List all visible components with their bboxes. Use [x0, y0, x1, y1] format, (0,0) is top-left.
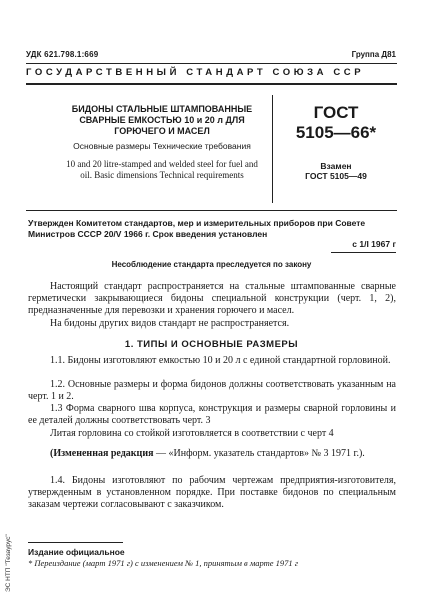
replaces-label: Взамен	[320, 161, 352, 171]
replaces-value: ГОСТ 5105—49	[305, 171, 367, 181]
clause-1-1: 1.1. Бидоны изготовляют емкостью 10 и 20 л с единой стандартной горловиной.	[50, 355, 391, 366]
change-label: (Измененная редакция	[50, 448, 154, 459]
header-rule-bottom	[26, 83, 397, 85]
reprint-note: * Переиздание (март 1971 г) с изменением № 1, принятым в марте 1971 г	[28, 558, 299, 568]
clause-1-2: 1.2. Основные размеры и форма бидонов должны соответствовать указанным на черт. 1 и 2.	[28, 379, 396, 403]
clause-1-4: 1.4. Бидоны изготовляют по рабочим чертежам предприятия-изготовителя, утвержденным в установленном порядке. При поставке бидонов по специальным заказам чертежи согласовывают с заказчиком.	[28, 475, 396, 511]
clause-1-3: 1.3 Форма сварного шва корпуса, конструкция и размеры сварной горловины и ее деталей должны соответствовать черт. 3	[28, 403, 396, 427]
clause-1-3-cast-neck: Литая горловина со стойкой изготовляется в соответствии с черт 4	[50, 428, 334, 439]
document-subtitle-ru: Основные размеры Технические требования	[73, 141, 251, 151]
paragraph-exclusion: На бидоны других видов стандарт не распространяется.	[50, 318, 290, 329]
gost-number: 5105—66*	[295, 123, 377, 142]
title-divider	[272, 95, 273, 203]
change-note	[50, 448, 396, 460]
side-watermark-text: ЭС НТП "Тезаурус"	[5, 534, 12, 592]
section-title: 1. ТИПЫ И ОСНОВНЫЕ РАЗМЕРЫ	[124, 339, 299, 350]
group-code: Группа Д81	[351, 50, 396, 59]
law-note: Несоблюдение стандарта преследуется по закону	[111, 260, 312, 269]
footer-rule	[28, 542, 123, 543]
change-text: — «Информ. указатель стандартов» № 3 1971 г.).	[153, 448, 365, 459]
gost-label: ГОСТ	[313, 103, 359, 122]
header-rule-top	[26, 63, 397, 64]
udk-code: УДК 621.798.1:669	[26, 50, 99, 59]
side-watermark	[3, 492, 13, 592]
approval-text: Утвержден Комитетом стандартов, мер и измерительных приборов при Совете Министров СССР 20/V 1966 г. Срок введения установлен	[28, 218, 366, 239]
document-title-en: 10 and 20 litre-stamped and welded steel for fuel and oil. Basic dimensions Technical requirements	[66, 159, 258, 180]
paragraph-scope: Настоящий стандарт распространяется на стальные штампованные сварные герметически закрывающиеся бидоны специальной конструкции (черт. 1, 2), предназначенные для перевозки и хранения горючего и масел.	[28, 281, 396, 317]
title-rule-bottom	[26, 210, 397, 211]
edition-label: Издание официальное	[28, 547, 125, 557]
standard-banner: ГОСУДАРСТВЕННЫЙ СТАНДАРТ СОЮЗА ССР	[26, 67, 365, 78]
effective-date: с 1/I 1967 г	[352, 239, 396, 249]
document-title-ru: БИДОНЫ СТАЛЬНЫЕ ШТАМПОВАННЫЕ СВАРНЫЕ ЕМКОСТЬЮ 10 и 20 л ДЛЯ ГОРЮЧЕГО И МАСЕЛ	[71, 104, 253, 136]
date-underline	[331, 252, 396, 253]
